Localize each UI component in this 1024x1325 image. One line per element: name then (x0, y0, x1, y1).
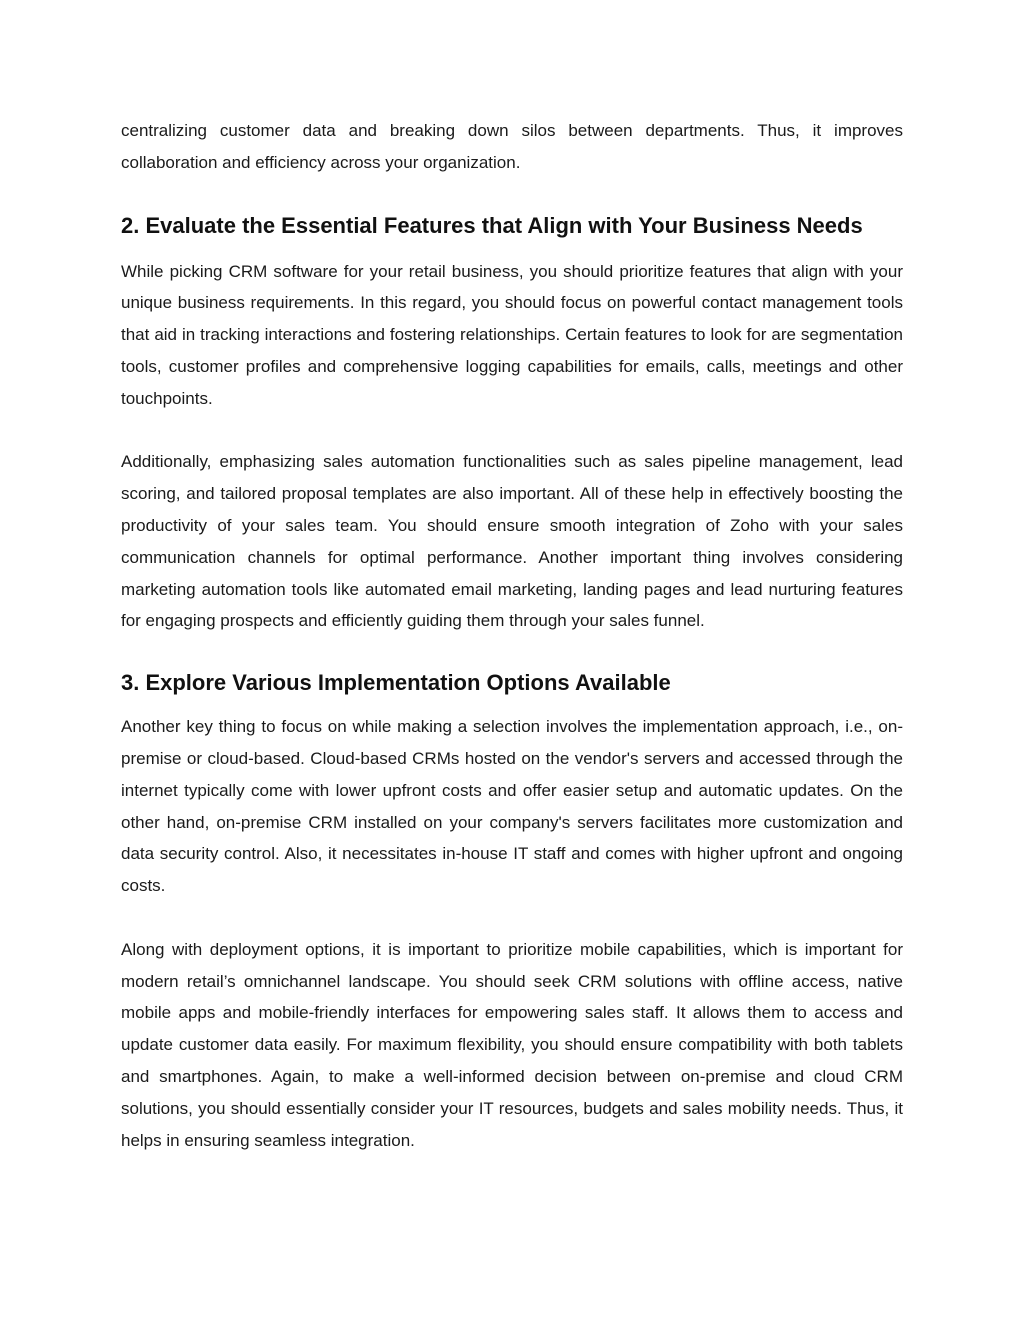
paragraph-intro: centralizing customer data and breaking down silos between departments. Thus, it improves collaboration and efficiency across your organization. (121, 121, 903, 172)
heading-section-2: 2. Evaluate the Essential Features that Align with Your Business Needs (121, 212, 863, 238)
paragraph-mobile: Along with deployment options, it is important to prioritize mobile capabilities, which is important for modern retail’s omnichannel landscape. You should seek CRM solutions with offline access, native mobile apps and mobile-friendly interfaces for empowering sales staff. It allows them to access and update customer data easily. For maximum flexibility, you should ensure compatibility with both tablets and smartphones. Again, to make a well-informed decision between on-premise and cloud CRM solutions, you should essentially consider your IT resources, budgets and sales mobility needs. Thus, it helps in ensuring seamless integration. (121, 939, 903, 1150)
heading-section-3: 3. Explore Various Implementation Options Available (121, 670, 671, 696)
paragraph-implementation: Another key thing to focus on while making a selection involves the implementation approach, i.e., on-premise or cloud-based. Cloud-based CRMs hosted on the vendor's servers and accessed through the internet typically come with lower upfront costs and offer easier setup and automatic updates. On the other hand, on-premise CRM installed on your company's servers facilitates more customization and data security control. Also, it necessitates in-house IT staff and comes with higher upfront and ongoing costs. (121, 717, 903, 896)
paragraph-sales-automation: Additionally, emphasizing sales automation functionalities such as sales pipeline management, lead scoring, and tailored proposal templates are also important. All of these help in effectively boosting the productivity of your sales team. You should ensure smooth integration of Zoho with your sales communication channels for optimal performance. Another important thing involves considering marketing automation tools like automated email marketing, landing pages and lead nurturing features for engaging prospects and efficiently guiding them through your sales funnel. (121, 452, 903, 631)
paragraph-features: While picking CRM software for your retail business, you should prioritize features that align with your unique business requirements. In this regard, you should focus on powerful contact management tools that aid in tracking interactions and fostering relationships. Certain features to look for are segmentation tools, customer profiles and comprehensive logging capabilities for emails, calls, meetings and other touchpoints. (121, 261, 903, 408)
document-page (121, 115, 903, 1156)
